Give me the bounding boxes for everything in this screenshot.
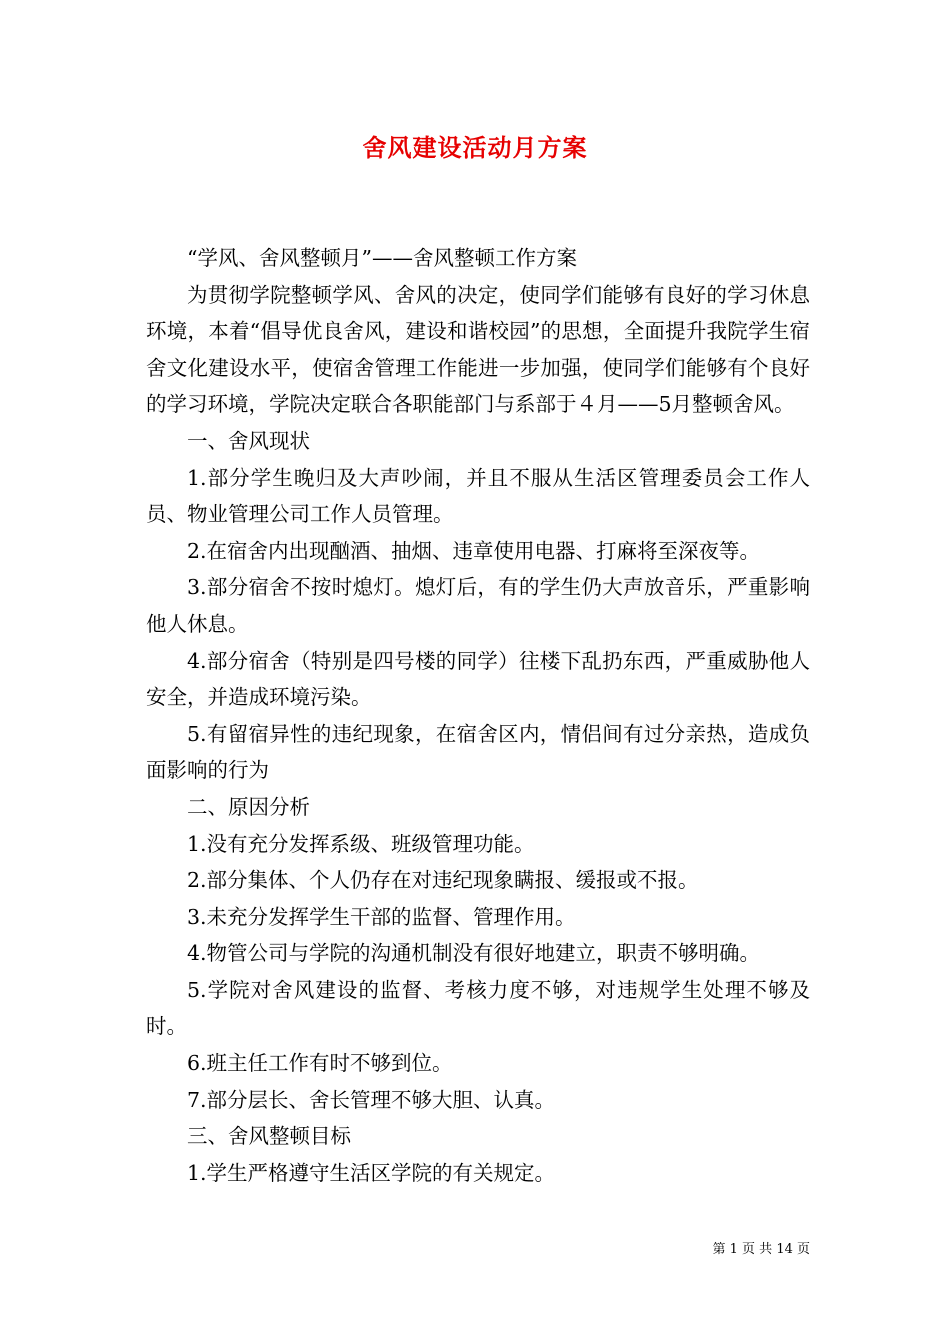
intro-paragraph: 为贯彻学院整顿学风、舍风的决定，使同学们能够有良好的学习休息环境，本着“倡导优良舍风，建设和谐校园”的思想，全面提升我院学生宿舍文化建设水平，使宿舍管理工作能进一步加强，使同学们能够有个良好的学习环境，学院决定联合各职能部门与系部于４月——5月整顿舍风。 <box>146 282 810 417</box>
list-item: 1.学生严格遵守生活区学院的有关规定。 <box>187 1160 556 1185</box>
list-item: 1.没有充分发挥系级、班级管理功能。 <box>187 831 535 856</box>
list-item: 5.学院对舍风建设的监督、考核力度不够，对违规学生处理不够及时。 <box>146 977 810 1039</box>
section-heading: 一、舍风现状 <box>187 428 310 453</box>
document-body <box>146 240 810 1191</box>
list-item: 4.部分宿舍（特别是四号楼的同学）往楼下乱扔东西，严重威胁他人安全，并造成环境污染。 <box>146 648 810 710</box>
section-heading: 二、原因分析 <box>187 794 310 819</box>
list-item: 3.部分宿舍不按时熄灯。熄灯后，有的学生仍大声放音乐，严重影响他人休息。 <box>146 575 810 636</box>
list-item: 2.部分集体、个人仍存在对违纪现象瞒报、缓报或不报。 <box>187 868 699 893</box>
list-item: 3.未充分发挥学生干部的监督、管理作用。 <box>187 904 576 929</box>
list-item: 6.班主任工作有时不够到位。 <box>187 1051 453 1076</box>
subtitle-paragraph: “学风、舍风整顿月”——舍风整顿工作方案 <box>187 246 577 270</box>
section-heading: 三、舍风整顿目标 <box>187 1124 351 1149</box>
list-item: 2.在宿舍内出现酗酒、抽烟、违章使用电器、打麻将至深夜等。 <box>187 538 761 563</box>
list-item: 4.物管公司与学院的沟通机制没有很好地建立，职责不够明确。 <box>187 941 761 966</box>
list-item: 7.部分层长、舍长管理不够大胆、认真。 <box>187 1087 556 1112</box>
list-item: 1.部分学生晚归及大声吵闹，并且不服从生活区管理委员会工作人员、物业管理公司工作人员管理。 <box>146 465 810 527</box>
document-title: 舍风建设活动月方案 <box>362 133 588 162</box>
page-number-footer: 第 1 页 共 14 页 <box>712 1242 810 1257</box>
list-item: 5.有留宿异性的违纪现象，在宿舍区内，情侣间有过分亲热，造成负面影响的行为 <box>146 721 810 783</box>
